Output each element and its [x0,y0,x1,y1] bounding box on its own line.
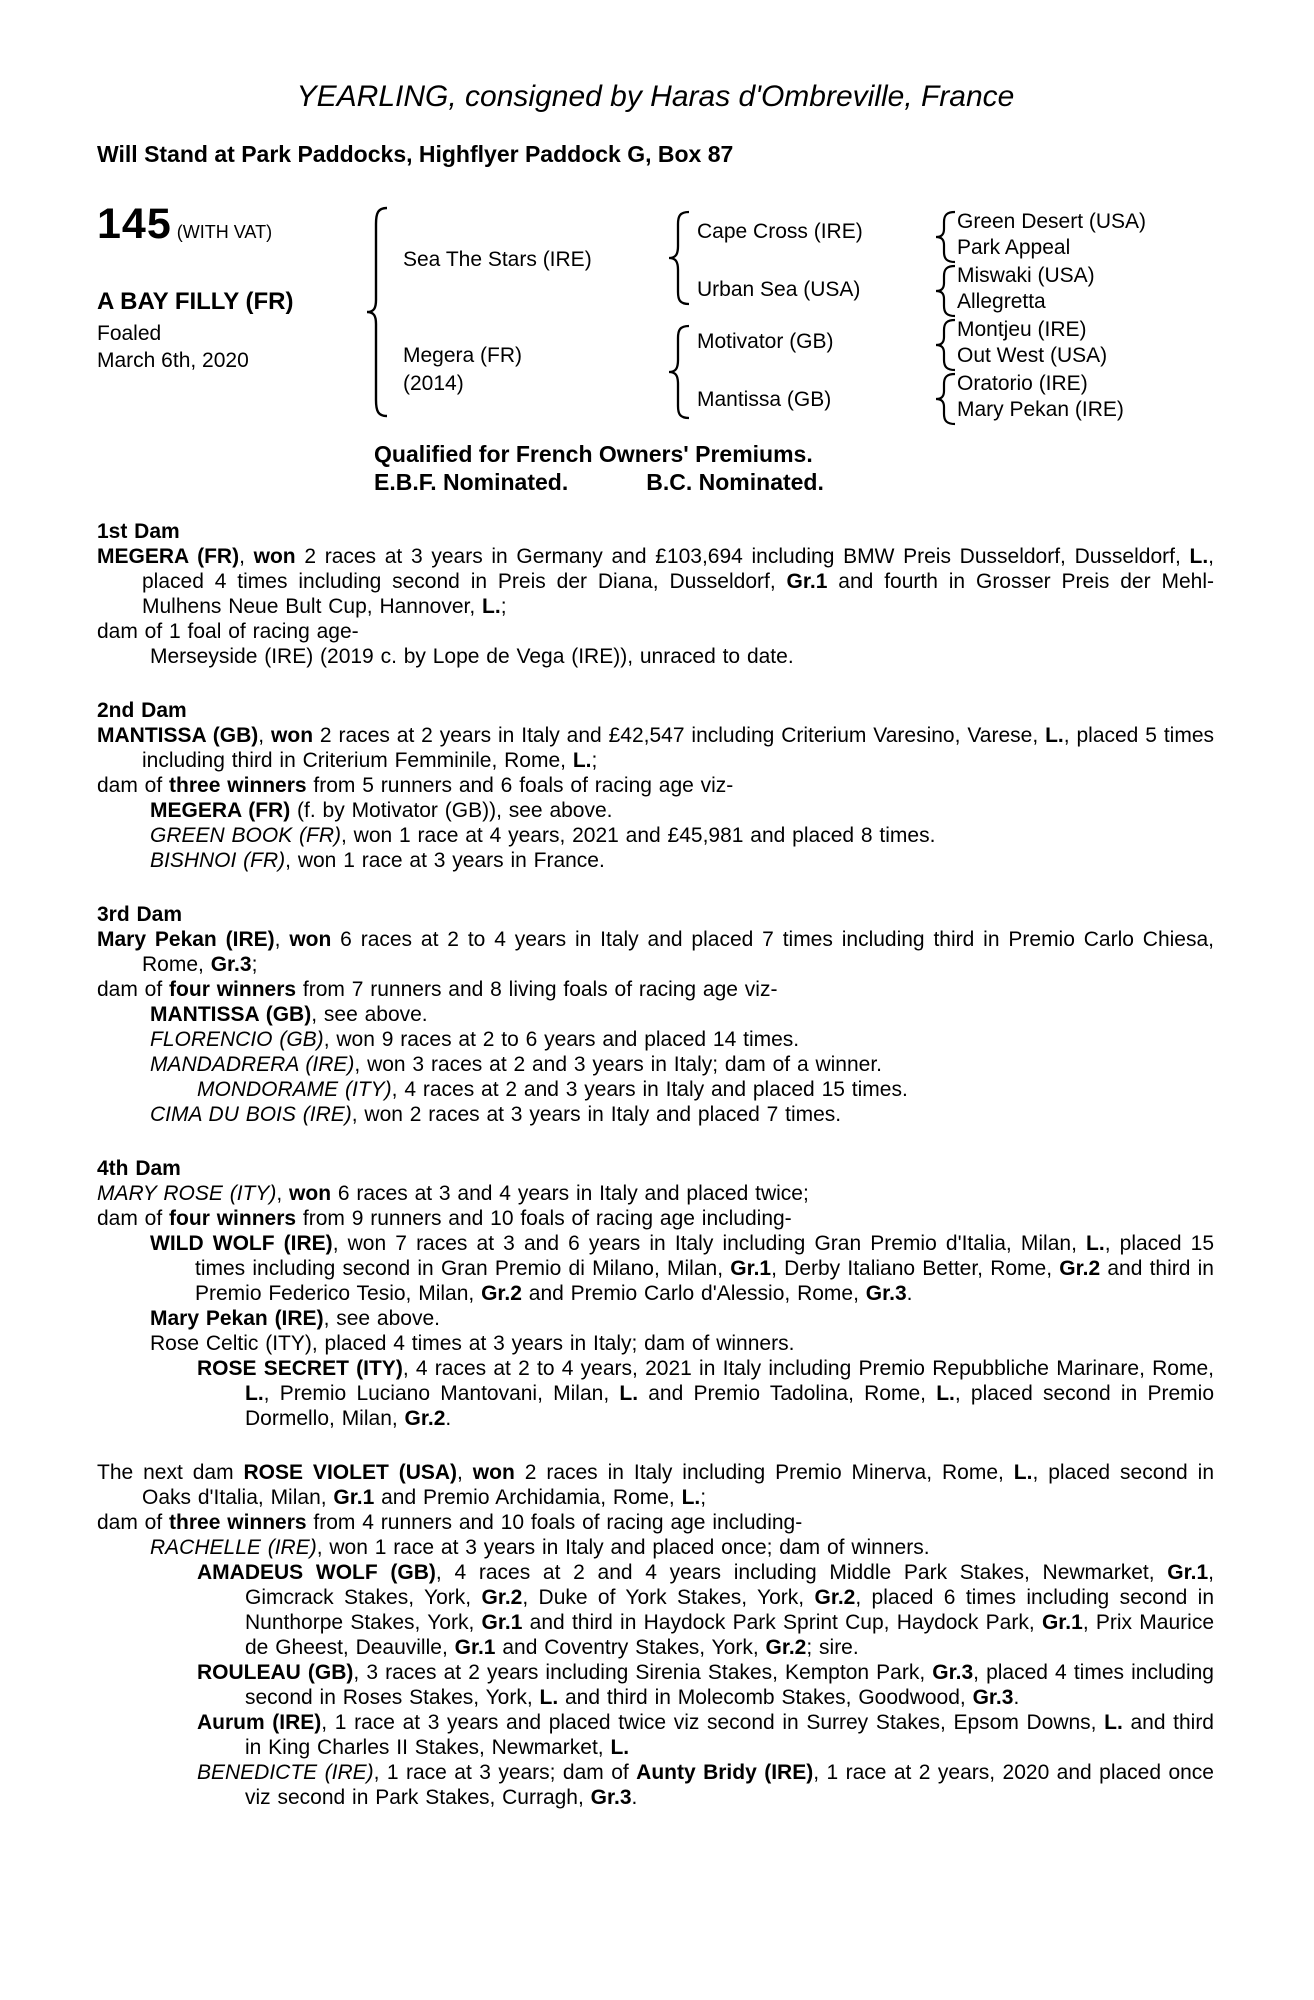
plain-text: and fourth in Grosser Preis der Mehl-Mulhens Neue Bult Cup, Hannover, [142,570,1214,618]
emphasized-text: MANDADRERA (IRE) [150,1053,355,1076]
plain-text: , placed 6 times including second in Nunthorpe Stakes, York, [245,1586,1215,1634]
pedigree-text-paragraph [97,619,1214,644]
plain-text: ; [700,1486,707,1509]
dam-section [97,1156,1214,1431]
emphasized-text: Gr.3 [972,1686,1014,1709]
pedigree-text-paragraph [97,1306,1214,1331]
emphasized-text: L. [681,1486,701,1509]
ebf-nominated: E.B.F. Nominated. [374,469,569,495]
pedigree-gen3-name: Green Desert (USA) [957,210,1147,233]
plain-text: from 5 runners and 6 foals of racing age viz- [306,774,734,797]
plain-text: , [276,1182,290,1205]
plain-text: and Premio Tadolina, Rome, [638,1382,937,1405]
emphasized-text: Gr.1 [786,570,828,593]
pedigree-text-paragraph [97,1460,1214,1510]
plain-text: Merseyside (IRE) (2019 c. by Lope de Vega (IRE)), unraced to date. [150,645,794,668]
lot-number: 145 [97,200,172,248]
pedigree-text-paragraph [97,723,1214,773]
emphasized-text: won [472,1461,515,1484]
emphasized-text: L. [1045,724,1064,747]
vat-note: (WITH VAT) [176,222,273,242]
pedigree-brace-icon [931,210,957,264]
pedigree-text-paragraph [97,644,1214,669]
plain-text: ; [591,749,598,772]
pedigree-gen3-name: Oratorio (IRE) [957,372,1088,395]
emphasized-text: L. [1189,545,1209,568]
dam-section [97,1460,1214,1810]
stand-location: Will Stand at Park Paddocks, Highflyer Paddock G, Box 87 [97,141,734,167]
pedigree-text-paragraph [97,1710,1214,1760]
emphasized-text: ROSE SECRET (ITY) [197,1357,403,1380]
plain-text: 6 races at 2 to 4 years in Italy and placed 7 times including third in Premio Carlo Chiesa, Rome, [142,928,1215,976]
plain-text: , [258,724,272,747]
pedigree-text-paragraph [97,823,1214,848]
pedigree-brace-icon [665,210,691,306]
plain-text: , 4 races at 2 and 4 years including Middle Park Stakes, Newmarket, [435,1561,1168,1584]
emphasized-text: Gr.2 [481,1586,523,1609]
pedigree-gen3-name: Montjeu (IRE) [957,318,1087,341]
plain-text: (f. by Motivator (GB)), see above. [290,799,613,822]
emphasized-text: three winners [169,1511,307,1534]
plain-text: , placed 4 times including second in Roses Stakes, York, [245,1661,1214,1709]
plain-text: , won 1 race at 3 years in France. [285,849,605,872]
plain-text: dam of 1 foal of racing age- [97,620,359,643]
pedigree-dam-dam: Mantissa (GB) [697,388,832,411]
premiums-block [374,440,1214,496]
pedigree-text-paragraph [97,1560,1214,1660]
pedigree-gen3-name: Allegretta [957,290,1046,313]
plain-text: , 1 race at 3 years and placed twice viz second in Surrey Stakes, Epsom Downs, [321,1711,1105,1734]
dam-section-heading: 1st Dam [97,520,180,543]
pedigree-dam-sire: Motivator (GB) [697,330,834,353]
plain-text: , Prix Maurice de Gheest, Deauville, [245,1611,1214,1659]
pedigree-dam: Megera (FR) [403,344,523,367]
foaled-label: Foaled [97,322,162,345]
pedigree-sire-sire: Cape Cross (IRE) [697,220,863,243]
emphasized-text: L. [539,1686,559,1709]
plain-text: , see above. [323,1307,440,1330]
emphasized-text: ROSE VIOLET (USA) [243,1461,458,1484]
pedigree-dam-year: (2014) [403,372,464,395]
plain-text: and third in Molecomb Stakes, Goodwood, [558,1686,973,1709]
pedigree-text-paragraph [97,977,1214,1002]
dam-section-heading: 4th Dam [97,1157,181,1180]
emphasized-text: three winners [169,774,307,797]
pedigree-details [97,519,1214,1810]
emphasized-text: Gr.1 [730,1257,772,1280]
plain-text: and Premio Carlo d'Alessio, Rome, [521,1282,866,1305]
plain-text: , won 1 race at 3 years in Italy and placed once; dam of winners. [316,1536,930,1559]
plain-text: , won 1 race at 4 years, 2021 and £45,981 and placed 8 times. [341,824,936,847]
plain-text: dam of [97,1207,170,1230]
emphasized-text: Gr.2 [814,1586,856,1609]
emphasized-text: MANTISSA (GB) [97,724,259,747]
emphasized-text: Gr.3 [932,1661,974,1684]
pedigree-text-paragraph [97,1331,1214,1356]
emphasized-text: L. [619,1382,639,1405]
emphasized-text: Gr.3 [210,953,252,976]
plain-text: , Premio Luciano Mantovani, Milan, [263,1382,620,1405]
plain-text: ; sire. [806,1636,859,1659]
plain-text: , placed 15 times including second in Gran Premio di Milano, Milan, [195,1232,1215,1280]
pedigree-text-paragraph [97,1181,1214,1206]
emphasized-text: L. [936,1382,955,1405]
dam-section-heading: 3rd Dam [97,903,183,926]
emphasized-text: won [253,545,296,568]
plain-text: , won 9 races at 2 to 6 years and placed 14 times. [323,1028,800,1051]
plain-text: , 4 races at 2 and 3 years in Italy and placed 15 times. [391,1078,908,1101]
pedigree-sire-dam: Urban Sea (USA) [697,278,861,301]
plain-text: dam of [97,978,170,1001]
pedigree-text-paragraph [97,1510,1214,1535]
plain-text: and third in Premio Federico Tesio, Milan, [195,1257,1214,1305]
plain-text: , Gimcrack Stakes, York, [245,1561,1215,1609]
pedigree-gen3-name: Out West (USA) [957,344,1108,367]
lot-header [97,198,1214,434]
page-title: YEARLING, consigned by Haras d'Ombreville, France [296,80,1015,113]
pedigree-text-paragraph [97,798,1214,823]
plain-text: dam of [97,1511,170,1534]
plain-text: . [445,1407,452,1430]
emphasized-text: L. [245,1382,264,1405]
plain-text: , [239,545,254,568]
plain-text: 2 races at 3 years in Germany and £103,694 including BMW Preis Dusseldorf, Dusseldorf, [295,545,1190,568]
pedigree-brace-icon [665,324,691,420]
emphasized-text: Gr.2 [404,1407,446,1430]
plain-text: ; [500,595,507,618]
plain-text: 2 races at 2 years in Italy and £42,547 including Criterium Varesino, Varese, [313,724,1046,747]
emphasized-text: Gr.1 [1167,1561,1209,1584]
emphasized-text: L. [1013,1461,1033,1484]
emphasized-text: MARY ROSE (ITY) [97,1182,277,1205]
emphasized-text: L. [1086,1232,1105,1255]
nominations-line [374,468,1214,496]
pedigree-text-paragraph [97,927,1214,977]
pedigree-text-paragraph [97,1356,1214,1431]
pedigree-text-paragraph [97,1002,1214,1027]
pedigree-text-paragraph [97,1102,1214,1127]
emphasized-text: BISHNOI (FR) [150,849,286,872]
emphasized-text: won [289,928,332,951]
emphasized-text: Gr.2 [1059,1257,1101,1280]
emphasized-text: Aunty Bridy (IRE) [636,1761,814,1784]
pedigree-text-paragraph [97,1760,1214,1810]
premiums-line: Qualified for French Owners' Premiums. [374,441,813,467]
pedigree-text-paragraph [97,848,1214,873]
pedigree-brace-icon [931,318,957,372]
pedigree-text-paragraph [97,1535,1214,1560]
emphasized-text: Gr.1 [454,1636,496,1659]
emphasized-text: MANTISSA (GB) [150,1003,312,1026]
plain-text: and Premio Archidamia, Rome, [374,1486,682,1509]
emphasized-text: FLORENCIO (GB) [150,1028,324,1051]
pedigree-brace-icon [931,264,957,318]
emphasized-text: GREEN BOOK (FR) [150,824,342,847]
plain-text: , 4 races at 2 to 4 years, 2021 in Italy including Premio Repubbliche Marinare, Rome, [402,1357,1214,1380]
emphasized-text: RACHELLE (IRE) [150,1536,317,1559]
emphasized-text: ROULEAU (GB) [197,1661,354,1684]
pedigree-text-paragraph [97,544,1214,619]
emphasized-text: MEGERA (FR) [97,545,240,568]
emphasized-text: WILD WOLF (IRE) [150,1232,333,1255]
plain-text: , 3 races at 2 years including Sirenia Stakes, Kempton Park, [353,1661,933,1684]
plain-text: , placed second in Premio Dormello, Milan, [245,1382,1214,1430]
plain-text: , Duke of York Stakes, York, [522,1586,815,1609]
pedigree-sire: Sea The Stars (IRE) [403,248,592,271]
plain-text: , see above. [311,1003,428,1026]
pedigree-gen3-name: Miswaki (USA) [957,264,1095,287]
pedigree-text-paragraph [97,1206,1214,1231]
plain-text: , won 2 races at 3 years in Italy and placed 7 times. [351,1103,842,1126]
emphasized-text: four winners [169,1207,297,1230]
plain-text: , 1 race at 3 years; dam of [373,1761,637,1784]
pedigree-text-paragraph [97,1077,1214,1102]
plain-text: from 7 runners and 8 living foals of racing age viz- [296,978,778,1001]
emphasized-text: L. [482,595,501,618]
emphasized-text: Gr.3 [590,1786,632,1809]
emphasized-text: Gr.3 [865,1282,907,1305]
lot-number-row [97,200,272,249]
plain-text: . [631,1786,638,1809]
plain-text: , placed 5 times including third in Criterium Femminile, Rome, [142,724,1215,772]
dam-section [97,698,1214,873]
plain-text: , won 3 races at 2 and 3 years in Italy; dam of a winner. [354,1053,883,1076]
plain-text: and third in King Charles II Stakes, Newmarket, [245,1711,1214,1759]
pedigree-text-paragraph [97,1027,1214,1052]
pedigree-text-paragraph [97,1052,1214,1077]
plain-text: , won 7 races at 3 and 6 years in Italy including Gran Premio d'Italia, Milan, [332,1232,1087,1255]
emphasized-text: MEGERA (FR) [150,799,291,822]
pedigree-gen3-name: Mary Pekan (IRE) [957,398,1124,421]
bc-nominated: B.C. Nominated. [646,469,824,495]
dam-section [97,519,1214,669]
plain-text: ; [251,953,258,976]
plain-text: 6 races at 3 and 4 years in Italy and placed twice; [331,1182,809,1205]
plain-text: and Coventry Stakes, York, [495,1636,766,1659]
plain-text: and third in Haydock Park Sprint Cup, Haydock Park, [522,1611,1042,1634]
emphasized-text: Gr.2 [481,1282,522,1305]
emphasized-text: L. [610,1736,630,1759]
emphasized-text: Aurum (IRE) [197,1711,322,1734]
plain-text: dam of [97,774,170,797]
emphasized-text: BENEDICTE (IRE) [197,1761,374,1784]
plain-text: The next dam [97,1461,244,1484]
emphasized-text: Gr.1 [481,1611,523,1634]
emphasized-text: L. [1104,1711,1123,1734]
plain-text: 2 races in Italy including Premio Minerva, Rome, [514,1461,1014,1484]
pedigree-text-paragraph [97,1231,1214,1306]
plain-text: from 4 runners and 10 foals of racing age including- [306,1511,803,1534]
plain-text: . [906,1282,913,1305]
emphasized-text: L. [572,749,592,772]
plain-text: from 9 runners and 10 foals of racing age including- [296,1207,792,1230]
emphasized-text: Mary Pekan (IRE) [97,928,275,951]
emphasized-text: Mary Pekan (IRE) [150,1307,324,1330]
plain-text: , placed 4 times including second in Preis der Diana, Dusseldorf, [142,545,1215,593]
emphasized-text: AMADEUS WOLF (GB) [197,1561,436,1584]
emphasized-text: Gr.1 [333,1486,375,1509]
dam-section-heading: 2nd Dam [97,699,187,722]
pedigree-brace-icon [363,206,389,418]
emphasized-text: Gr.2 [765,1636,807,1659]
dam-section [97,902,1214,1127]
plain-text: , [457,1461,473,1484]
plain-text: Rose Celtic (ITY), placed 4 times at 3 years in Italy; dam of winners. [150,1332,795,1355]
emphasized-text: CIMA DU BOIS (IRE) [150,1103,352,1126]
emphasized-text: MONDORAME (ITY) [197,1078,392,1101]
plain-text: , 1 race at 2 years, 2020 and placed once viz second in Park Stakes, Curragh, [245,1761,1214,1809]
pedigree-text-paragraph [97,1660,1214,1710]
emphasized-text: four winners [169,978,297,1001]
pedigree-brace-icon [931,372,957,426]
pedigree-gen3-name: Park Appeal [957,236,1071,259]
plain-text: , [274,928,290,951]
emphasized-text: Gr.1 [1041,1611,1083,1634]
plain-text: . [1013,1686,1020,1709]
foaled-date: March 6th, 2020 [97,349,249,372]
horse-description: A BAY FILLY (FR) [97,288,294,315]
plain-text: , placed second in Oaks d'Italia, Milan, [142,1461,1214,1509]
pedigree-text-paragraph [97,773,1214,798]
emphasized-text: won [271,724,314,747]
plain-text: , Derby Italiano Better, Rome, [771,1257,1060,1280]
emphasized-text: won [289,1182,332,1205]
